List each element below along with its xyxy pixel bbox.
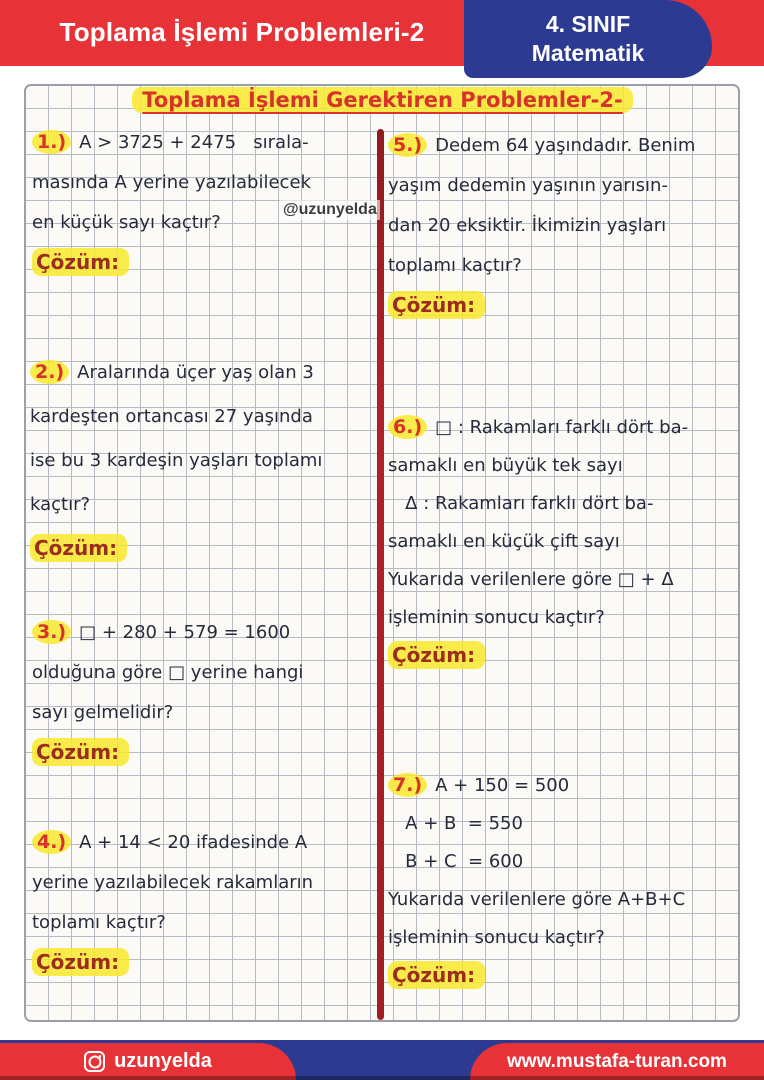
solution-line [388, 956, 740, 994]
footer-shade [0, 1076, 764, 1080]
watermark-handle: @uzunyelda [280, 200, 380, 220]
problem-text: A + 150 = 500 [435, 774, 570, 796]
solution-label: Çözüm: [388, 961, 485, 989]
problem-number: 4.) [32, 830, 71, 854]
problem-lines [388, 766, 740, 956]
problem-text: masında A yerine yazılabilecek [32, 171, 311, 193]
instagram-handle: uzunyelda [114, 1050, 212, 1072]
problem-2-line-3 [30, 438, 382, 482]
problem-7-line-4 [388, 880, 740, 918]
problem-7-line-3 [388, 842, 740, 880]
problem-lines [388, 408, 740, 636]
subject-label: Matematik [531, 40, 645, 66]
solution-line [32, 732, 384, 772]
website-url: www.mustafa-turan.com [507, 1050, 727, 1072]
footer-website [470, 1043, 764, 1080]
worksheet-title-text: Toplama İşlemi Gerektiren Problemler-2- [132, 87, 632, 113]
problem-3-line-3 [32, 692, 384, 732]
problem-text: dan 20 eksiktir. İkimizin yaşları [388, 214, 667, 236]
problem-5 [388, 125, 740, 325]
problem-number: 3.) [32, 620, 71, 644]
solution-label: Çözüm: [30, 534, 127, 562]
problem-text: A + 14 < 20 ifadesinde A [79, 831, 308, 853]
problem-7 [388, 766, 740, 994]
problem-4-line-2 [32, 862, 384, 902]
problem-5-line-4 [388, 245, 740, 285]
problem-text: A > 3725 + 2475 sırala- [79, 131, 309, 153]
problem-lines [388, 125, 740, 285]
problem-6-line-4 [388, 522, 740, 560]
solution-label: Çözüm: [388, 291, 485, 319]
problem-text: işleminin sonucu kaçtır? [388, 606, 605, 628]
problem-number: 1.) [32, 130, 71, 154]
problem-7-line-1 [388, 766, 740, 804]
instagram-icon [84, 1051, 105, 1072]
problem-3-line-2 [32, 652, 384, 692]
problem-number: 6.) [388, 415, 427, 439]
problem-7-line-5 [388, 918, 740, 956]
problem-number: 2.) [30, 360, 69, 384]
grade-label: 4. SINIF [545, 11, 631, 38]
footer-instagram [0, 1043, 296, 1080]
problem-text: samaklı en küçük çift sayı [388, 530, 620, 552]
grade-badge [464, 0, 712, 78]
problem-text: Yukarıda verilenlere göre □ + Δ [388, 568, 674, 590]
problem-text: yerine yazılabilecek rakamların [32, 871, 314, 893]
problem-text: yaşım dedemin yaşının yarısın- [388, 174, 668, 196]
problem-lines [32, 122, 384, 242]
problem-2-line-2 [30, 394, 382, 438]
solution-line [32, 242, 384, 282]
problem-5-line-2 [388, 165, 740, 205]
problem-7-line-2 [388, 804, 740, 842]
problem-6-line-5 [388, 560, 740, 598]
problem-text: Dedem 64 yaşındadır. Benim [435, 134, 696, 156]
problem-text: işleminin sonucu kaçtır? [388, 926, 605, 948]
problem-1-line-2 [32, 162, 384, 202]
problem-2-line-4 [30, 482, 382, 526]
problem-text: Aralarında üçer yaş olan 3 [77, 361, 314, 383]
solution-line [32, 942, 384, 982]
problem-3-line-1 [32, 612, 384, 652]
solution-label: Çözüm: [32, 248, 129, 276]
problem-1-line-1 [32, 122, 384, 162]
footer-bar [0, 1040, 764, 1080]
problem-text: toplamı kaçtır? [32, 911, 166, 933]
problem-6-line-6 [388, 598, 740, 636]
problem-number: 5.) [388, 133, 427, 157]
problem-text: olduğuna göre □ yerine hangi [32, 661, 304, 683]
problem-4-line-3 [32, 902, 384, 942]
problem-text: sayı gelmelidir? [32, 701, 174, 723]
problem-text: □ + 280 + 579 = 1600 [79, 621, 291, 643]
problem-text: Δ : Rakamları farklı dört ba- [388, 492, 654, 514]
problem-lines [30, 350, 382, 526]
worksheet-title [100, 88, 665, 112]
solution-line [388, 285, 740, 325]
problem-6 [388, 408, 740, 674]
problem-text: □ : Rakamları farklı dört ba- [435, 416, 689, 438]
page-title: Toplama İşlemi Problemleri-2 [59, 17, 425, 47]
problem-3 [32, 612, 384, 772]
problem-6-line-3 [388, 484, 740, 522]
problem-lines [32, 822, 384, 942]
problem-4 [32, 822, 384, 982]
problem-number: 7.) [388, 773, 427, 797]
problem-text: B + C = 600 [388, 850, 524, 872]
problem-text: Yukarıda verilenlere göre A+B+C [388, 888, 686, 910]
problem-text: ise bu 3 kardeşin yaşları toplamı [30, 449, 323, 471]
problem-4-line-1 [32, 822, 384, 862]
problem-text: kardeşten ortancası 27 yaşında [30, 405, 313, 427]
problem-6-line-1 [388, 408, 740, 446]
problem-text: kaçtır? [30, 493, 91, 515]
problem-text: toplamı kaçtır? [388, 254, 522, 276]
problem-text: en küçük sayı kaçtır? [32, 211, 221, 233]
problem-5-line-3 [388, 205, 740, 245]
problem-lines [32, 612, 384, 732]
problem-text: A + B = 550 [388, 812, 523, 834]
solution-line [30, 526, 382, 570]
solution-label: Çözüm: [388, 641, 485, 669]
problem-text: samaklı en büyük tek sayı [388, 454, 623, 476]
solution-label: Çözüm: [32, 948, 129, 976]
problem-6-line-2 [388, 446, 740, 484]
solution-line [388, 636, 740, 674]
problem-2-line-1 [30, 350, 382, 394]
problem-5-line-1 [388, 125, 740, 165]
solution-label: Çözüm: [32, 738, 129, 766]
problem-2 [30, 350, 382, 570]
